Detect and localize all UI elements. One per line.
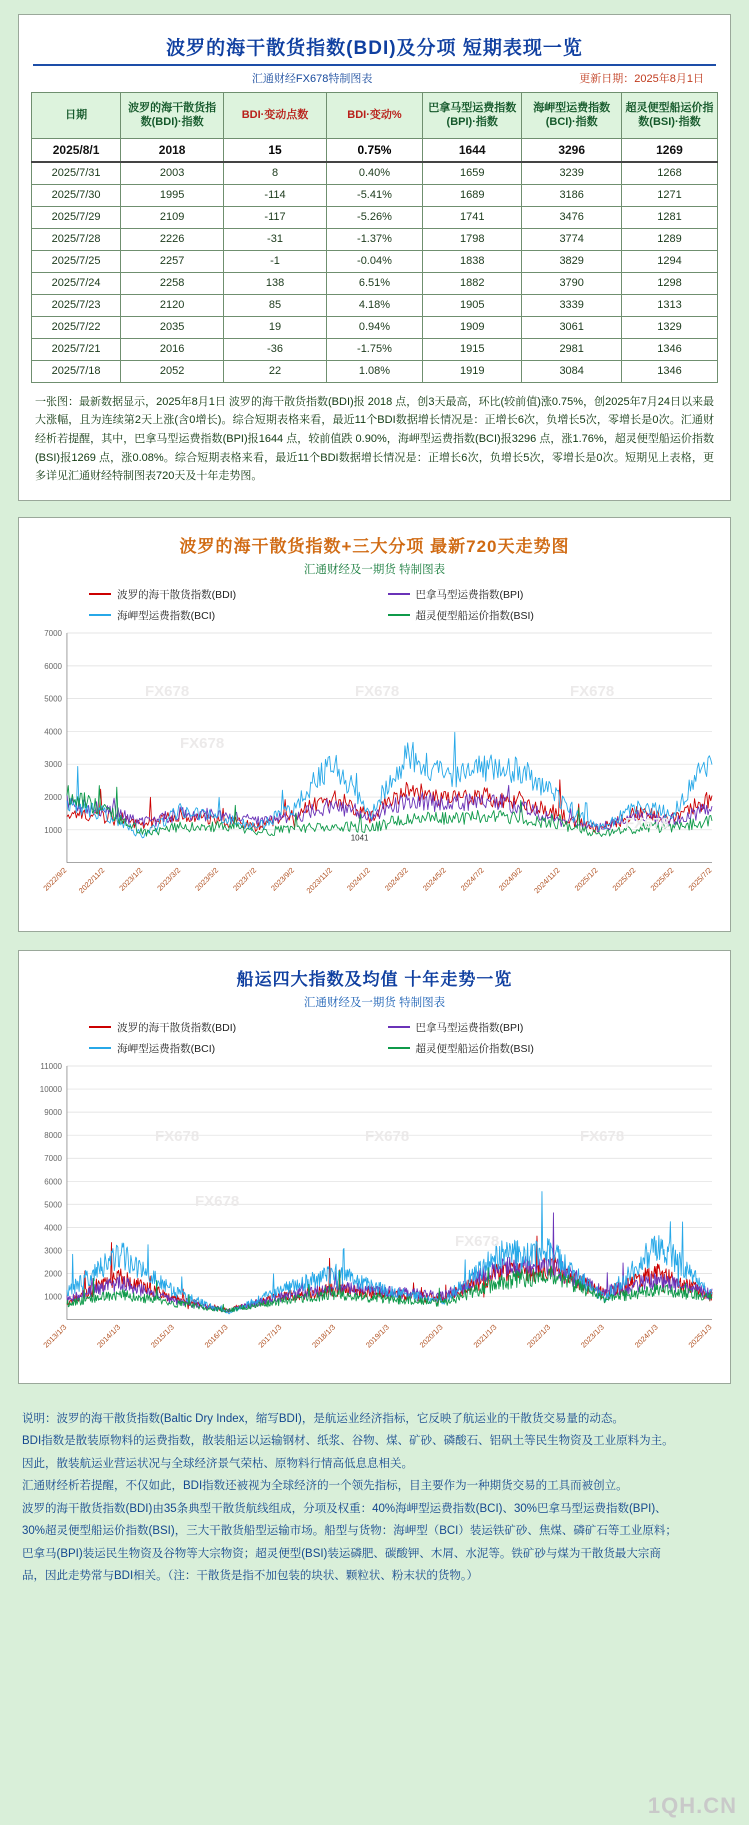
svg-text:2022/9/2: 2022/9/2 (41, 865, 69, 893)
svg-text:1000: 1000 (44, 1292, 62, 1302)
cell-bdi: 2052 (121, 360, 224, 382)
desc-line-7: 巴拿马(BPI)装运民生物资及谷物等大宗物资；超灵便型(BSI)装运磷肥、碳酸钾、木屑、水泥等。铁矿砂与煤为干散货最大宗商 (22, 1547, 661, 1560)
cell-bdi-pct: 0.40% (326, 162, 422, 184)
cell-bsi: 1269 (621, 139, 717, 163)
table-row (32, 162, 718, 184)
legend-item-bsi (388, 608, 660, 623)
svg-text:2023/3/2: 2023/3/2 (155, 865, 183, 893)
cell-bpi: 1659 (422, 162, 521, 184)
cell-bdi-pct: -0.04% (326, 250, 422, 272)
svg-text:2023/1/2: 2023/1/2 (117, 865, 145, 893)
cell-bdi: 2109 (121, 206, 224, 228)
legend-label-bdi: 波罗的海干散货指数(BDI) (117, 588, 237, 601)
chart-720d-title: 波罗的海干散货指数+三大分项 最新720天走势图 (179, 536, 570, 556)
cell-bdi-pct: 6.51% (326, 272, 422, 294)
cell-bdi-change: -114 (224, 184, 327, 206)
table-update-date: 更新日期：2025年8月1日 (579, 73, 704, 85)
legend-label-bpi: 巴拿马型运费指数(BPI) (415, 1021, 524, 1034)
cell-date: 2025/7/21 (32, 338, 121, 360)
cell-bdi-pct: -1.37% (326, 228, 422, 250)
chart-10y-subtitle: 汇通财经及一期货 特制图表 (303, 996, 446, 1009)
legend-item-bci (89, 608, 361, 623)
desc-line-3: 因此，散装航运业营运状况与全球经济景气荣枯、原物料行情高低息息相关。 (22, 1457, 413, 1470)
legend-swatch-bpi (388, 593, 410, 595)
chart-720d-panel (18, 517, 731, 932)
cell-bci: 3186 (522, 184, 621, 206)
cell-date: 2025/7/30 (32, 184, 121, 206)
table-source-label: 汇通财经FX678特制图表 (251, 73, 373, 85)
cell-bdi-pct: -1.75% (326, 338, 422, 360)
legend-item-bdi (89, 587, 361, 602)
table-row (32, 316, 718, 338)
svg-text:2024/3/2: 2024/3/2 (382, 865, 410, 893)
watermark: FX678 (145, 682, 190, 700)
legend-item-bsi (388, 1041, 660, 1056)
table-row (32, 228, 718, 250)
cell-bsi: 1313 (621, 294, 717, 316)
desc-line-6: 30%超灵便型船运价指数(BSI)，三大干散货船型运输市场。船型与货物：海岬型（BCI）装运铁矿砂、焦煤、磷矿石等工业原料； (22, 1525, 677, 1538)
legend-item-bci (89, 1041, 361, 1056)
cell-date: 2025/7/31 (32, 162, 121, 184)
cell-bdi: 2018 (121, 139, 224, 163)
legend-swatch-bdi (89, 1026, 111, 1028)
cell-bci: 3774 (522, 228, 621, 250)
cell-bci: 3790 (522, 272, 621, 294)
cell-date: 2025/8/1 (32, 139, 121, 163)
cell-bdi: 1995 (121, 184, 224, 206)
cell-bdi-pct: 1.08% (326, 360, 422, 382)
watermark: FX678 (180, 734, 225, 752)
cell-bdi-change: -1 (224, 250, 327, 272)
cell-bsi: 1298 (621, 272, 717, 294)
cell-bpi: 1915 (422, 338, 521, 360)
desc-line-5: 波罗的海干散货指数(BDI)由35条典型干散货航线组成，分项及权重：40%海岬型运费指数(BCI)、30%巴拿马型运费指数(BPI)、 (22, 1502, 667, 1515)
legend-label-bci: 海岬型运费指数(BCI) (117, 609, 216, 622)
svg-text:2025/3/2: 2025/3/2 (610, 865, 638, 893)
cell-bpi: 1905 (422, 294, 521, 316)
legend-label-bci: 海岬型运费指数(BCI) (117, 1042, 216, 1055)
site-brand: 1QH.CN (647, 1793, 737, 1818)
cell-bsi: 1346 (621, 338, 717, 360)
cell-bdi: 2120 (121, 294, 224, 316)
chart-10y-plot (25, 1058, 724, 1378)
cell-date: 2025/7/23 (32, 294, 121, 316)
watermark: FX678 (580, 1127, 625, 1145)
col-header-bdi: 波罗的海干散货指数(BDI)·指数 (121, 93, 224, 139)
cell-date: 2025/7/22 (32, 316, 121, 338)
svg-text:5000: 5000 (44, 694, 62, 704)
col-header-date: 日期 (32, 93, 121, 139)
cell-date: 2025/7/24 (32, 272, 121, 294)
svg-text:2016/1/3: 2016/1/3 (202, 1322, 230, 1350)
chart-720d-subtitle: 汇通财经及一期货 特制图表 (303, 563, 446, 576)
table-row (32, 206, 718, 228)
legend-label-bsi: 超灵便型船运价指数(BSI) (415, 1042, 534, 1055)
cell-bdi: 2003 (121, 162, 224, 184)
legend-label-bpi: 巴拿马型运费指数(BPI) (415, 588, 524, 601)
svg-text:7000: 7000 (44, 1153, 62, 1163)
table-row (32, 338, 718, 360)
cell-bsi: 1268 (621, 162, 717, 184)
svg-text:3000: 3000 (44, 1245, 62, 1255)
cell-bdi-change: 22 (224, 360, 327, 382)
svg-text:9000: 9000 (44, 1107, 62, 1117)
svg-text:4000: 4000 (44, 1222, 62, 1232)
svg-text:2024/7/2: 2024/7/2 (458, 865, 486, 893)
cell-bci: 3339 (522, 294, 621, 316)
watermark: FX678 (355, 682, 400, 700)
table-row (32, 360, 718, 382)
svg-text:2024/5/2: 2024/5/2 (420, 865, 448, 893)
svg-text:5000: 5000 (44, 1199, 62, 1209)
cell-bci: 3296 (522, 139, 621, 163)
watermark: FX678 (455, 1232, 500, 1250)
chart-720d-legend (25, 579, 724, 625)
legend-swatch-bsi (388, 1047, 410, 1049)
svg-text:2025/1/3: 2025/1/3 (686, 1322, 714, 1350)
cell-bci: 2981 (522, 338, 621, 360)
svg-text:10000: 10000 (39, 1084, 62, 1094)
svg-text:2018/1/3: 2018/1/3 (310, 1322, 338, 1350)
col-header-bpi: 巴拿马型运费指数(BPI)·指数 (422, 93, 521, 139)
cell-bdi-change: 138 (224, 272, 327, 294)
cell-bdi-pct: 4.18% (326, 294, 422, 316)
svg-text:2023/1/3: 2023/1/3 (578, 1322, 606, 1350)
cell-bdi: 2035 (121, 316, 224, 338)
cell-date: 2025/7/29 (32, 206, 121, 228)
cell-bci: 3061 (522, 316, 621, 338)
cell-bdi-pct: 0.94% (326, 316, 422, 338)
page-title: 波罗的海干散货指数(BDI)及分项 短期表现一览 (33, 25, 716, 66)
watermark: FX678 (570, 682, 615, 700)
cell-bdi-change: 15 (224, 139, 327, 163)
svg-text:8000: 8000 (44, 1130, 62, 1140)
watermark: FX678 (155, 1127, 200, 1145)
description-block (18, 1402, 731, 1617)
watermark: FX678 (625, 814, 670, 832)
svg-text:2024/9/2: 2024/9/2 (496, 865, 524, 893)
svg-text:1041: 1041 (350, 833, 369, 843)
svg-text:2000: 2000 (44, 1268, 62, 1278)
bdi-table-panel (18, 14, 731, 501)
chart-10y-title: 船运四大指数及均值 十年走势一览 (236, 969, 513, 989)
cell-bci: 3239 (522, 162, 621, 184)
legend-swatch-bci (89, 1047, 111, 1049)
table-row (32, 250, 718, 272)
chart-720d-svg (25, 625, 724, 925)
svg-text:3000: 3000 (44, 760, 62, 770)
table-body (32, 139, 718, 383)
col-header-bci: 海岬型运费指数(BCI)·指数 (522, 93, 621, 139)
legend-swatch-bci (89, 614, 111, 616)
cell-date: 2025/7/25 (32, 250, 121, 272)
chart-10y-legend (25, 1012, 724, 1058)
legend-item-bpi (388, 1020, 660, 1035)
legend-swatch-bdi (89, 593, 111, 595)
cell-bdi-change: 85 (224, 294, 327, 316)
svg-text:2023/7/2: 2023/7/2 (231, 865, 259, 893)
cell-bpi: 1838 (422, 250, 521, 272)
cell-bci: 3476 (522, 206, 621, 228)
svg-text:2023/5/2: 2023/5/2 (193, 865, 221, 893)
chart-720d-plot (25, 625, 724, 925)
svg-text:2015/1/3: 2015/1/3 (148, 1322, 176, 1350)
cell-bdi: 2226 (121, 228, 224, 250)
bdi-data-table (31, 92, 718, 383)
cell-bdi-pct: -5.26% (326, 206, 422, 228)
cell-bdi-change: 19 (224, 316, 327, 338)
cell-bpi: 1644 (422, 139, 521, 163)
cell-bpi: 1689 (422, 184, 521, 206)
svg-text:2025/5/2: 2025/5/2 (648, 865, 676, 893)
cell-bsi: 1346 (621, 360, 717, 382)
cell-date: 2025/7/18 (32, 360, 121, 382)
legend-item-bdi (89, 1020, 361, 1035)
svg-text:2022/1/3: 2022/1/3 (525, 1322, 553, 1350)
watermark: FX678 (195, 1192, 240, 1210)
table-row (32, 294, 718, 316)
svg-text:6000: 6000 (44, 661, 62, 671)
watermark: FX678 (365, 1127, 410, 1145)
legend-swatch-bsi (388, 614, 410, 616)
desc-line-2: BDI指数是散装原物料的运费指数，散装船运以运输钢材、纸浆、谷物、煤、矿砂、磷酸石、铝矾土等民生物资及工业原料为主。 (22, 1435, 674, 1448)
legend-label-bsi: 超灵便型船运价指数(BSI) (415, 609, 534, 622)
chart-10y-svg (25, 1058, 724, 1378)
desc-line-4: 汇通财经析若提醒，不仅如此，BDI指数还被视为全球经济的一个领先指标，目主要作为一种期货交易的工具而被创立。 (22, 1480, 628, 1493)
svg-text:2024/11/2: 2024/11/2 (532, 865, 562, 896)
svg-text:2024/1/2: 2024/1/2 (344, 865, 372, 893)
table-header-row (32, 93, 718, 139)
col-header-bdi-change-pct: BDI·变动% (326, 93, 422, 139)
table-subheader (31, 66, 718, 92)
cell-bsi: 1329 (621, 316, 717, 338)
cell-bdi-change: -117 (224, 206, 327, 228)
cell-bdi-pct: -5.41% (326, 184, 422, 206)
cell-bdi: 2257 (121, 250, 224, 272)
table-row (32, 272, 718, 294)
table-note: 一张图：最新数据显示，2025年8月1日 波罗的海干散货指数(BDI)报 2018 点，创3天最高，环比(较前值)涨0.75%，创2025年7月24日以来最大涨幅，且为连续第2天上涨(含0增长)。综合短期表格来看，最近11个BDI数据增长情况是：正增长6次，负增长5次，零增长是0次。汇通财经析若提醒，其中，巴拿马型运费指数(BPI)报1644 点，较前值跌 0.90%，海岬型运费指数(BCI)报3296 点，涨1.76%，超灵便型船运价指数(BSI)报1269 点，涨0.08%。综合短期表格来看，最近11个BDI数据增长情况是：正增长6次，负增长5次，零增长是0次。短期见上表格，更多详见汇通财经特制图表720天及十年走势图。 (35, 395, 714, 483)
table-row (32, 139, 718, 163)
cell-bdi-change: 8 (224, 162, 327, 184)
cell-bdi-pct: 0.75% (326, 139, 422, 163)
svg-text:2013/1/3: 2013/1/3 (41, 1322, 69, 1350)
cell-bsi: 1289 (621, 228, 717, 250)
table-row (32, 184, 718, 206)
svg-text:2021/1/3: 2021/1/3 (471, 1322, 499, 1350)
svg-text:2025/7/2: 2025/7/2 (686, 865, 714, 893)
svg-text:2014/1/3: 2014/1/3 (95, 1322, 123, 1350)
svg-text:2023/9/2: 2023/9/2 (269, 865, 297, 893)
svg-text:2025/1/2: 2025/1/2 (572, 865, 600, 893)
col-header-bsi: 超灵便型船运价指数(BSI)·指数 (621, 93, 717, 139)
cell-bpi: 1798 (422, 228, 521, 250)
svg-text:2000: 2000 (44, 792, 62, 802)
svg-text:2017/1/3: 2017/1/3 (256, 1322, 284, 1350)
svg-text:1000: 1000 (44, 825, 62, 835)
cell-bsi: 1281 (621, 206, 717, 228)
cell-bpi: 1919 (422, 360, 521, 382)
legend-swatch-bpi (388, 1026, 410, 1028)
chart-10y-panel (18, 950, 731, 1385)
legend-label-bdi: 波罗的海干散货指数(BDI) (117, 1021, 237, 1034)
svg-text:2022/11/2: 2022/11/2 (76, 865, 107, 896)
cell-date: 2025/7/28 (32, 228, 121, 250)
cell-bsi: 1294 (621, 250, 717, 272)
cell-bdi: 2258 (121, 272, 224, 294)
cell-bdi: 2016 (121, 338, 224, 360)
svg-text:6000: 6000 (44, 1176, 62, 1186)
cell-bpi: 1882 (422, 272, 521, 294)
svg-text:7000: 7000 (44, 628, 62, 638)
svg-text:2023/11/2: 2023/11/2 (304, 865, 334, 896)
cell-bdi-change: -31 (224, 228, 327, 250)
desc-line-8: 品，因此走势常与BDI相关。（注：干散货是指不加包装的块状、颗粒状、粉末状的货物。） (22, 1569, 479, 1582)
desc-line-1: 说明：波罗的海干散货指数(Baltic Dry Index，缩写BDI)，是航运业经济指标，它反映了航运业的干散货交易量的动态。 (22, 1413, 624, 1426)
cell-bpi: 1741 (422, 206, 521, 228)
cell-bci: 3084 (522, 360, 621, 382)
legend-item-bpi (388, 587, 660, 602)
svg-text:4000: 4000 (44, 727, 62, 737)
cell-bsi: 1271 (621, 184, 717, 206)
svg-text:11000: 11000 (40, 1061, 62, 1071)
cell-bpi: 1909 (422, 316, 521, 338)
svg-text:2019/1/3: 2019/1/3 (363, 1322, 391, 1350)
svg-text:2020/1/3: 2020/1/3 (417, 1322, 445, 1350)
cell-bci: 3829 (522, 250, 621, 272)
svg-text:2024/1/3: 2024/1/3 (632, 1322, 660, 1350)
col-header-bdi-change: BDI·变动点数 (224, 93, 327, 139)
cell-bdi-change: -36 (224, 338, 327, 360)
